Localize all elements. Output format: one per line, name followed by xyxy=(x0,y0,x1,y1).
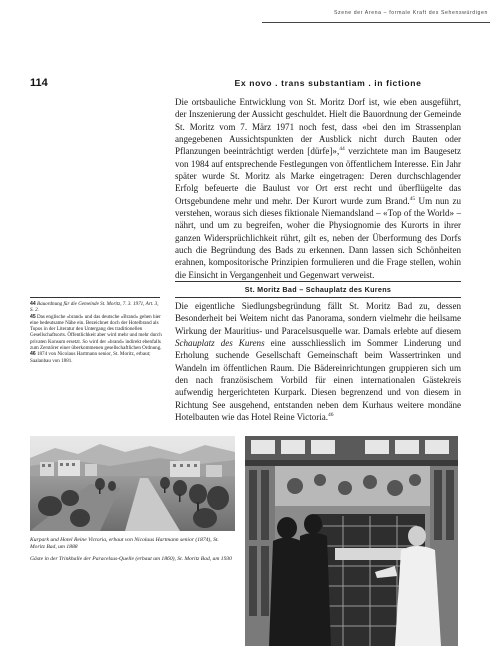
body-text-2: Die eigentliche Siedlungsbegründung fällt St. Moritz Bad zu, dessen Besonderheit bei Weitem nicht das Panorama, sondern vielmehr die heilsame Wirkung der Mauritius- und Paracelsusquelle war. Damals erlebte auf diesem Schauplatz des Kurens eine ausschliesslich im Sommer Linderung und Erholung suchende Gesellschaft Gemeinschaft beim Wassertrinken und Wandeln im öffentlichen Raum. Die Bädereinrichtungen gruppieren sich um den nach französischem Vorbild für einen internationalen Gästekreis aufwendig hergerichteten Kurpark. Diesen begrenzend und von diesem in Richtung See ausgehend, entstanden neben dem Kurhaus weitere mondäne Hotelbauten wie das Hotel Reine Victoria.$^{46}$ xyxy=(175,301,462,423)
trinkhalle-photo xyxy=(245,436,458,646)
photo-captions xyxy=(30,537,235,569)
kurpark-photo xyxy=(30,436,235,531)
footnote-rule xyxy=(30,297,160,298)
caption-trinkhalle: Gäste in der Trinkhalle der Paracelsus-Quelle (erbaut um 1860), St. Moritz Bad, um 1930 xyxy=(30,556,232,563)
header-rule xyxy=(262,22,490,23)
kurpark-photo-graphic xyxy=(30,436,235,531)
footnote-ref-45[interactable]: 45 xyxy=(409,195,416,202)
footnotes xyxy=(30,301,162,364)
footnote-46: 46 1874 von Nicolaus Hartmann senior, St. Moritz, erbaut; Saalanbau von 1881. xyxy=(30,351,151,364)
footnote-45: 45 Das englische «brand» und das deutsche «Brand» gehen hier eine bedeutsame Nähe ein. Bezeichnet doch der Hotelbrand als Topos in der Literatur den Untergang des traditionellen Gesellschaftsorts. Öffentlichkeit aber wird mehr und mehr durch privaten Konsum ersetzt. So wird der «brand» indirekt ebenfalls zum Zerstörer einer überkommenen gesellschaftlichen Ordnung. xyxy=(30,313,162,351)
footnote-ref-44[interactable]: 44 xyxy=(339,146,345,153)
page-number: 114 xyxy=(30,77,48,89)
caption-kurpark: Kurpark und Hotel Reine Victoria, erbaut von Nicolaus Hartmann senior (1874), St. Moritz Bad, um 1888 xyxy=(30,537,219,551)
subtitle-rule-top xyxy=(175,281,461,282)
subtitle-rule-bottom xyxy=(175,297,461,298)
running-header: Szene der Arena – formale Kraft des Sehenswürdigen xyxy=(334,10,488,16)
section-title: Ex novo . trans substantiam . in fictione xyxy=(234,78,422,88)
trinkhalle-photo-graphic xyxy=(245,436,458,646)
body-text-1: Die ortsbauliche Entwicklung von St. Moritz Dorf ist, wie eben ausgeführt, der Inszenierung der Aussicht geschuldet. Hielt die Bauordnung der Gemeinde St. Moritz vom 7. März 1971 noch fest, dass «bei den im Strassenplan angegebenen Aussichtspunkten der Ausblick nicht durch Bauten oder Pflanzungen beeinträchtigt werden [dürfe]»,$^{44}$ verzichtete man im Baugesetz von 1984 auf entsprechende Festlegungen von öffentlichem Interesse. Ein Jahr später wurde St. Moritz als Marke eingetragen: Deren durchschlagender Erfolg befeuerte die Baulust vor Ort erst recht und überflügelte das Ortsgebundene mehr und mehr. Der Kurort wurde zum Brand.$^{45}$ Um nun zu verstehen, woraus sich dieses fiktionale Niemandsland – «Top of the World» – nährt, und um zu begreifen, woher die Physiognomie des Kurorts in ihrer ganzen Widersprüchlichkeit rührt, gilt es, neben der Überformung des Dorfs auch die Begründung des Bads zu erkennen. Dann lassen sich Schönheiten erahnen, kompositorische Prinzipien formulieren und die Frage stellen, wohin die Einsicht in Vergangenheit und Gegenwart verweist. xyxy=(175,97,462,280)
footnote-44: 44 Bauordnung für die Gemeinde St. Moritz, 7. 3. 1971, Art. 3, S. 2. xyxy=(30,301,159,314)
subsection-title: St. Moritz Bad – Schauplatz des Kurens xyxy=(244,285,392,294)
footnote-ref-46[interactable]: 46 xyxy=(328,412,334,419)
